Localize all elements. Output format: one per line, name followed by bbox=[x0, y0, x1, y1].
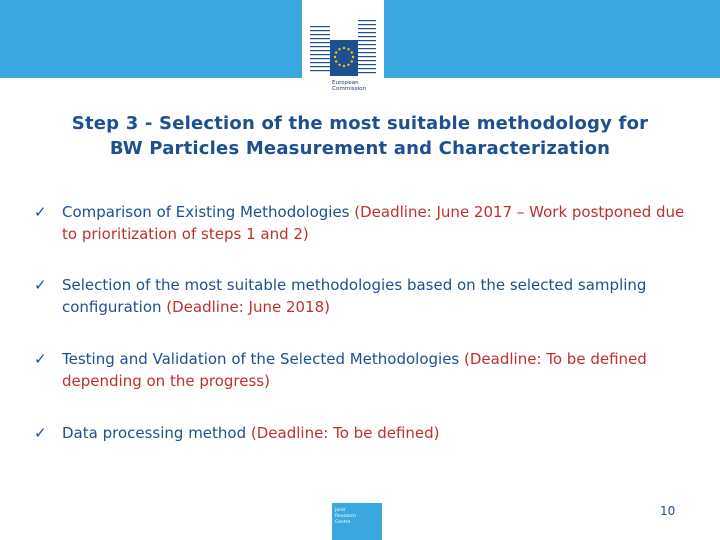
list-item-label: Data processing method bbox=[62, 424, 251, 442]
list-item-text bbox=[62, 422, 694, 444]
jrc-logo-text bbox=[335, 508, 356, 526]
checkmark-icon: ✓ bbox=[34, 424, 47, 442]
list-item-text bbox=[62, 274, 694, 318]
page-number: 10 bbox=[660, 504, 676, 518]
list-item bbox=[34, 274, 694, 318]
checkmark-icon: ✓ bbox=[34, 350, 47, 368]
list-item-text bbox=[62, 201, 694, 245]
deadline-text: (Deadline: June 2018) bbox=[166, 298, 330, 316]
jrc-text-line1: Joint bbox=[335, 508, 346, 513]
list-item bbox=[34, 348, 694, 392]
list-item-label: Selection of the most suitable methodologies based on the selected sampling configuration bbox=[62, 276, 647, 316]
logo-text-line2: Commission bbox=[332, 86, 367, 93]
checkmark-icon: ✓ bbox=[34, 203, 47, 221]
deadline-text: (Deadline: June 2017 – Work postponed due to prioritization of steps 1 and 2) bbox=[62, 203, 685, 243]
jrc-logo bbox=[332, 503, 382, 540]
list-item bbox=[34, 201, 694, 245]
list-item-label: Testing and Validation of the Selected Methodologies bbox=[62, 350, 465, 368]
logo-text-line1: European bbox=[332, 80, 359, 86]
slide-title-line1: Step 3 - Selection of the most suitable methodology for bbox=[71, 113, 649, 134]
list-item-text bbox=[62, 348, 694, 392]
jrc-text-line3: Centre bbox=[335, 520, 351, 525]
checkmark-icon: ✓ bbox=[34, 276, 47, 294]
deadline-text: (Deadline: To be defined depending on the progress) bbox=[62, 350, 647, 390]
logo-text bbox=[332, 80, 366, 93]
deadline-text: (Deadline: To be defined) bbox=[250, 424, 440, 442]
jrc-text-line2: Research bbox=[335, 514, 357, 519]
slide-title-line2: BW Particles Measurement and Characterization bbox=[109, 138, 611, 159]
slide-title bbox=[20, 111, 700, 161]
european-commission-logo bbox=[302, 0, 384, 100]
list-item-label: Comparison of Existing Methodologies bbox=[62, 203, 355, 221]
list-item bbox=[34, 422, 694, 444]
